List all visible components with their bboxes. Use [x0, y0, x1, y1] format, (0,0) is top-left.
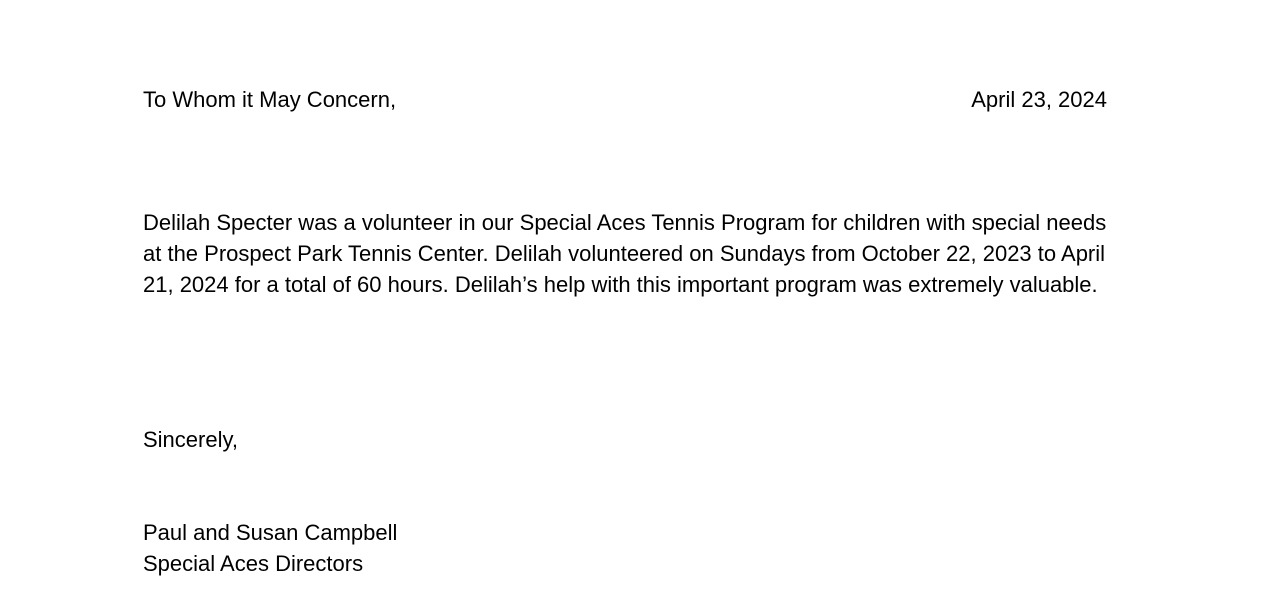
signature-block: [143, 517, 397, 579]
signer-title: Special Aces Directors: [143, 551, 364, 576]
letter-date: April 23, 2024: [971, 87, 1107, 112]
salutation: To Whom it May Concern,: [143, 87, 397, 112]
signer-name: Paul and Susan Campbell: [143, 520, 398, 545]
closing: Sincerely,: [143, 427, 238, 452]
body-paragraph: Delilah Specter was a volunteer in our Special Aces Tennis Program for children with special needs at the Prospect Park Tennis Center. Delilah volunteered on Sundays from October 22, 2023 to April 21, 2024 for a total of 60 hours. Delilah’s help with this important program was extremely valuable.: [143, 210, 1107, 297]
letter-header: [143, 84, 1107, 115]
letter: [143, 0, 1107, 608]
